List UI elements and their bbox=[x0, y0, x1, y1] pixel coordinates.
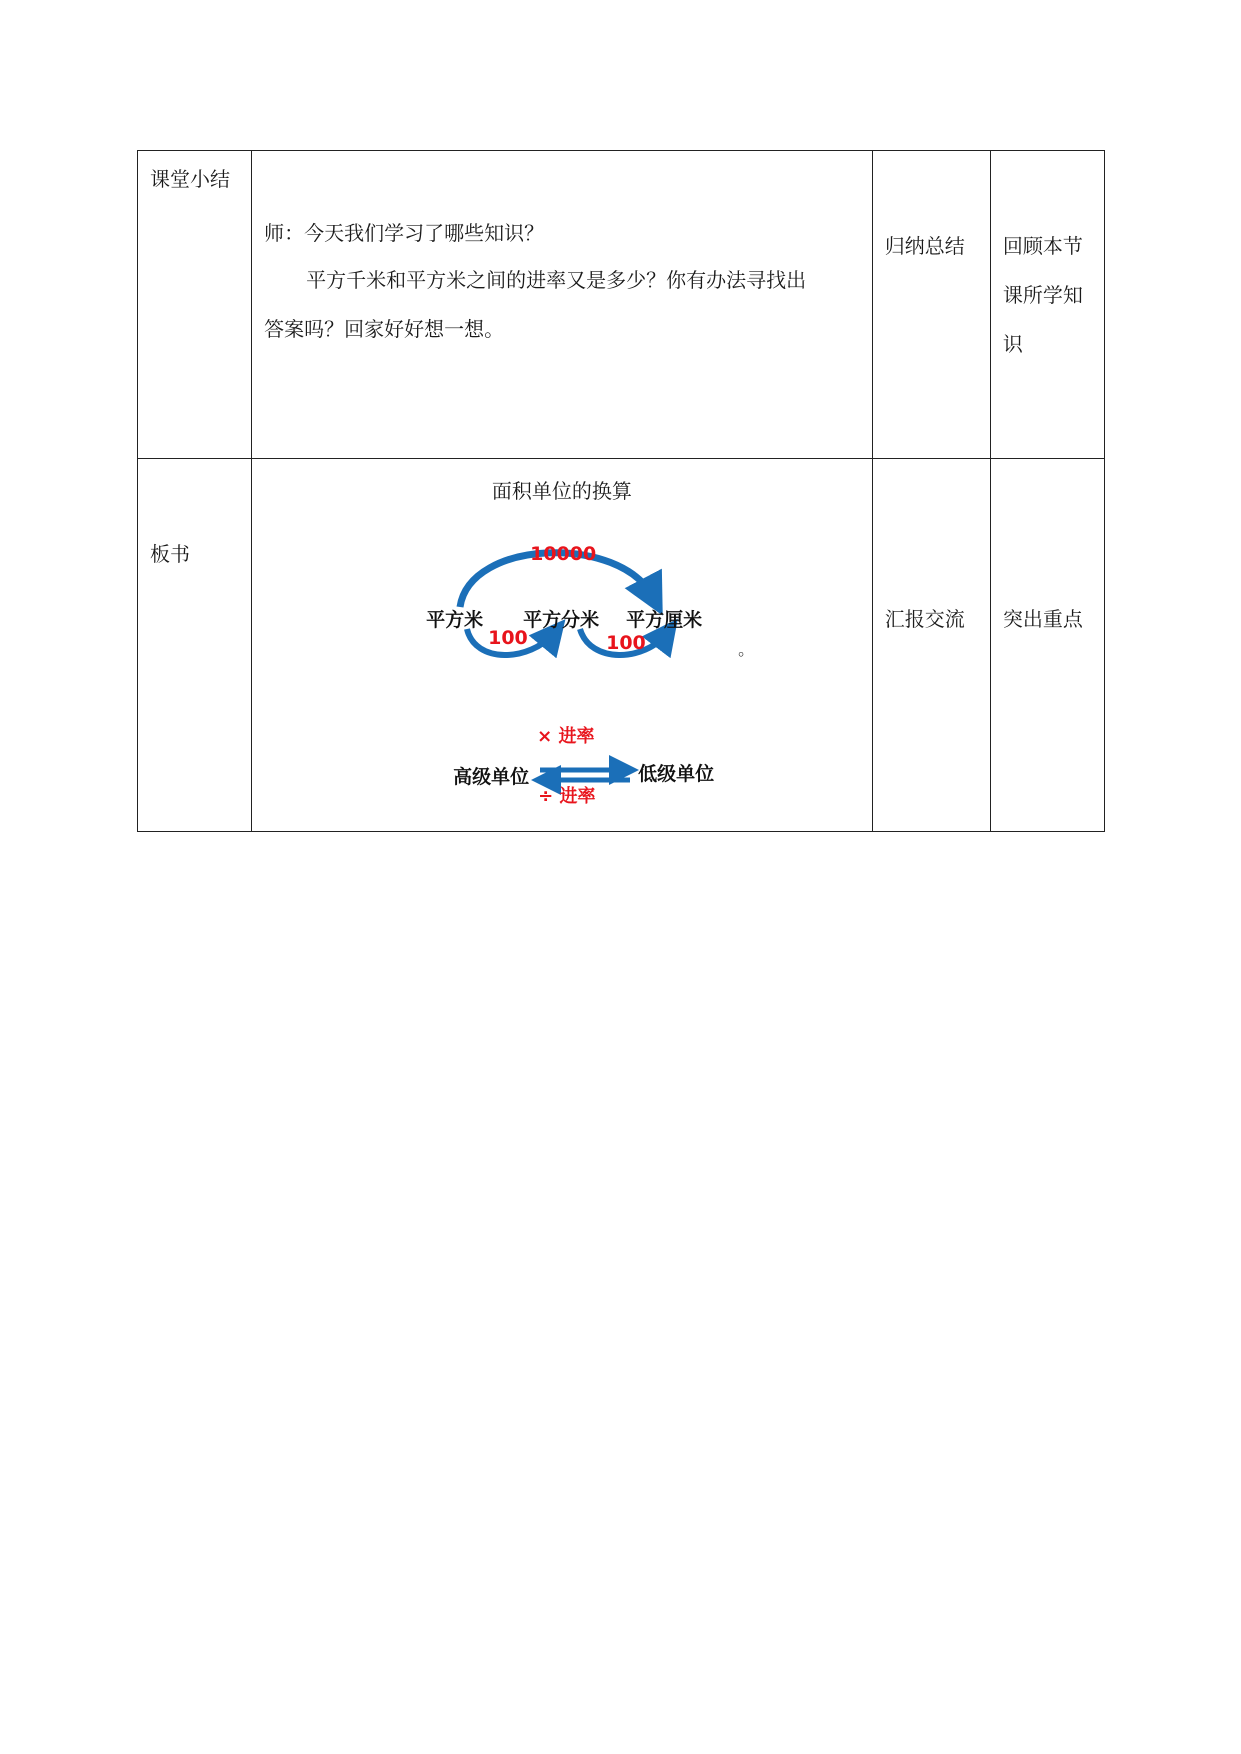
rule-multiply-rate: × 进率 bbox=[537, 726, 595, 747]
summary-intent-line3: 识 bbox=[1002, 332, 1023, 356]
diagram-period: 。 bbox=[738, 640, 755, 659]
lesson-plan-table bbox=[137, 150, 1105, 832]
rate-100-right: 100 bbox=[606, 632, 646, 654]
summary-activity: 归纳总结 bbox=[884, 234, 965, 258]
summary-title: 课堂小结 bbox=[150, 167, 230, 191]
summary-title-cell bbox=[138, 151, 252, 459]
board-label: 板书 bbox=[150, 542, 190, 566]
unit-conversion-diagram bbox=[420, 529, 750, 819]
board-intent: 突出重点 bbox=[1002, 607, 1083, 631]
summary-content-cell bbox=[252, 151, 873, 459]
unit-square-centimeter: 平方厘米 bbox=[626, 609, 703, 631]
summary-homework-line2: 答案吗？回家好好想一想。 bbox=[264, 317, 505, 341]
table-row-board bbox=[138, 459, 1105, 832]
rule-low-unit: 低级单位 bbox=[638, 763, 715, 785]
table-row-summary bbox=[138, 151, 1105, 459]
summary-intent-cell bbox=[990, 151, 1104, 459]
summary-intent-line1: 回顾本节 bbox=[1002, 234, 1083, 258]
rate-10000: 10000 bbox=[530, 543, 597, 565]
board-heading: 面积单位的换算 bbox=[491, 479, 632, 503]
summary-question: 师：今天我们学习了哪些知识？ bbox=[264, 221, 545, 245]
unit-square-decimeter: 平方分米 bbox=[523, 609, 600, 631]
board-activity: 汇报交流 bbox=[884, 607, 965, 631]
summary-intent-line2: 课所学知 bbox=[1002, 283, 1083, 307]
board-activity-cell bbox=[872, 459, 990, 832]
board-title-cell bbox=[138, 459, 252, 832]
summary-activity-cell bbox=[872, 151, 990, 459]
board-content-cell bbox=[252, 459, 873, 832]
summary-homework-line1: 平方千米和平方米之间的进率又是多少？你有办法寻找出 bbox=[306, 268, 807, 292]
board-intent-cell bbox=[990, 459, 1104, 832]
rate-100-left: 100 bbox=[488, 627, 528, 649]
unit-square-meter: 平方米 bbox=[426, 609, 484, 631]
rule-divide-rate: ÷ 进率 bbox=[538, 786, 596, 807]
rule-high-unit: 高级单位 bbox=[453, 766, 530, 788]
